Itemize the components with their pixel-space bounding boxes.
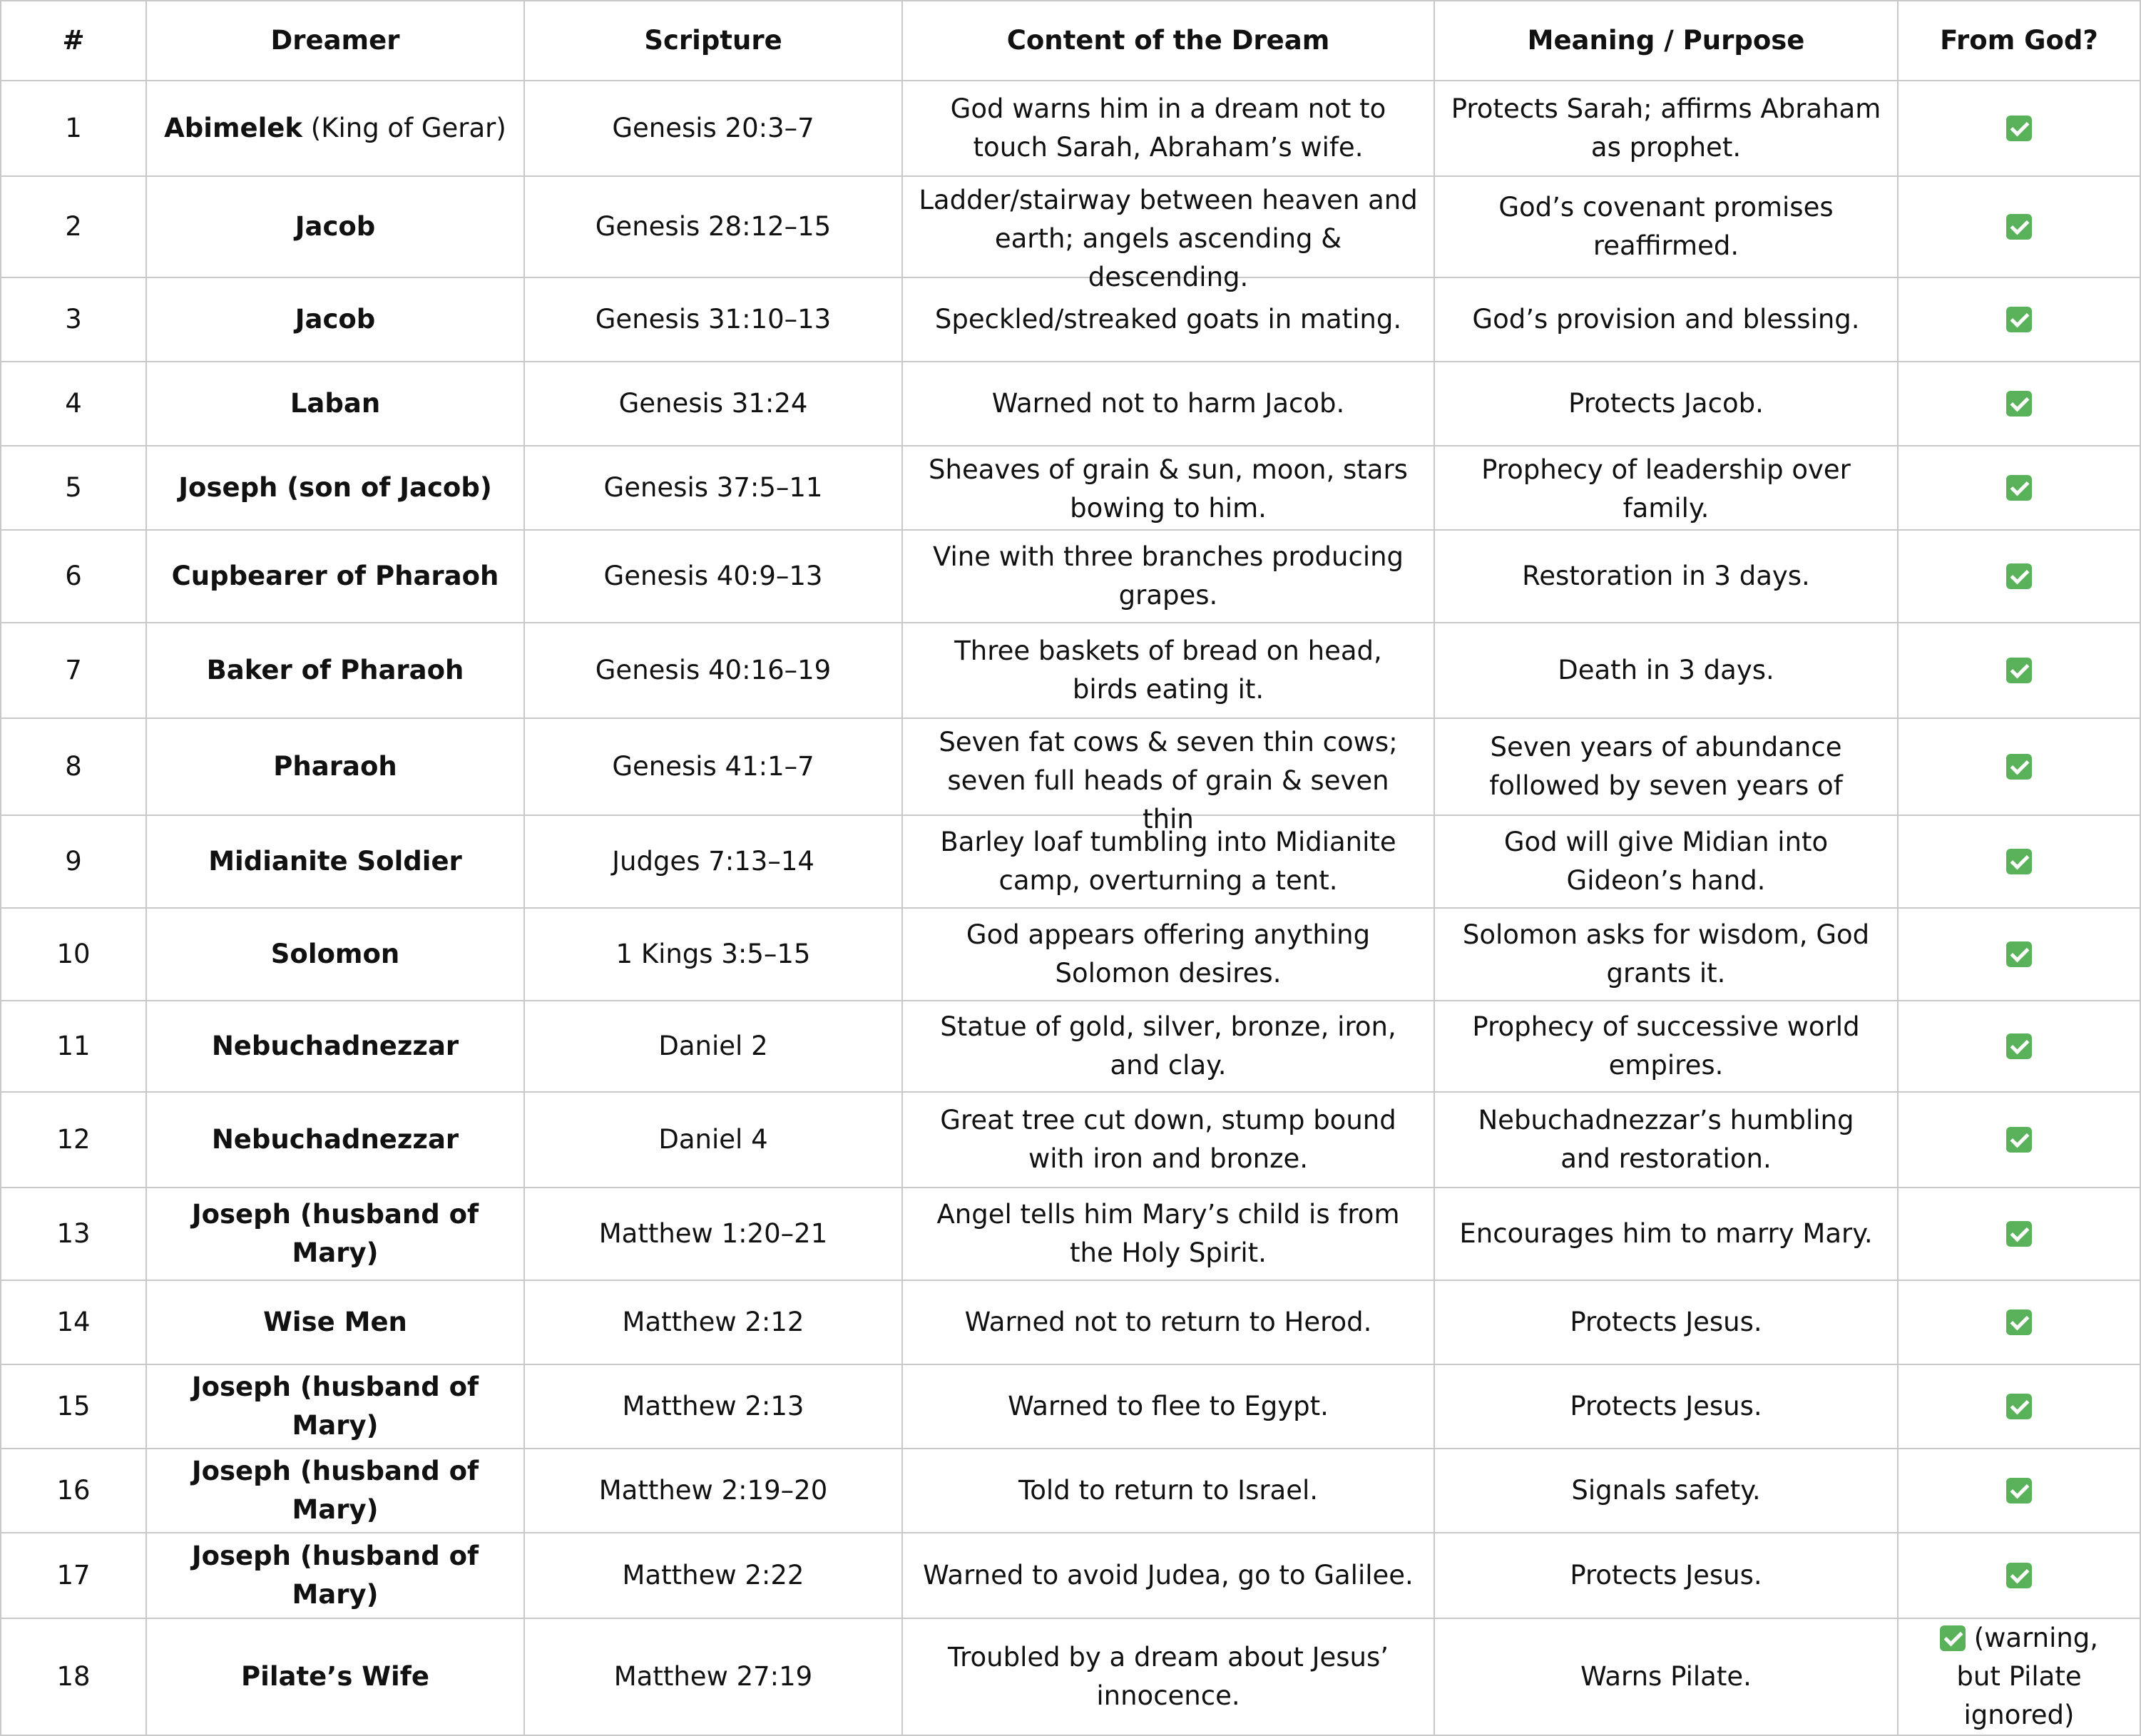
dreamer-name: Laban bbox=[290, 388, 381, 419]
scripture-cell bbox=[524, 446, 902, 530]
content-cell bbox=[902, 176, 1434, 292]
from-god-cell bbox=[1898, 815, 2140, 908]
content-cell bbox=[902, 1618, 1434, 1735]
dreamer-name: Wise Men bbox=[263, 1307, 407, 1337]
row-number-text: 8 bbox=[65, 751, 82, 782]
table-row bbox=[1, 718, 2140, 815]
dream-meaning: Protects Jacob. bbox=[1568, 388, 1764, 419]
row-number bbox=[1, 277, 146, 362]
check-icon bbox=[2006, 563, 2032, 589]
scripture-reference: Matthew 2:19–20 bbox=[598, 1475, 828, 1506]
dream-content: Told to return to Israel. bbox=[1018, 1475, 1319, 1506]
dream-content: God warns him in a dream not to touch Sarah, Abraham’s wife. bbox=[950, 93, 1386, 163]
table-row bbox=[1, 1364, 2140, 1449]
content-cell bbox=[902, 1280, 1434, 1364]
dreamer-name: Joseph (husband of Mary) bbox=[191, 1541, 479, 1610]
dream-content: Angel tells him Mary’s child is from the Holy Spirit. bbox=[936, 1199, 1400, 1268]
content-cell bbox=[902, 1533, 1434, 1618]
table-row bbox=[1, 1533, 2140, 1618]
header-content: Content of the Dream bbox=[902, 1, 1434, 81]
table-row bbox=[1, 446, 2140, 530]
scripture-cell bbox=[524, 718, 902, 815]
content-cell bbox=[902, 530, 1434, 623]
header-scripture: Scripture bbox=[524, 1, 902, 81]
scripture-cell bbox=[524, 1533, 902, 1618]
scripture-cell bbox=[524, 908, 902, 1001]
row-number bbox=[1, 530, 146, 623]
from-god-cell bbox=[1898, 81, 2140, 176]
check-icon bbox=[1940, 1625, 1966, 1651]
meaning-cell bbox=[1434, 623, 1898, 718]
content-cell bbox=[902, 81, 1434, 176]
scripture-reference: Matthew 2:13 bbox=[622, 1391, 804, 1421]
from-god-cell bbox=[1898, 530, 2140, 623]
content-cell bbox=[902, 362, 1434, 446]
dreamer-cell bbox=[146, 446, 524, 530]
row-number-text: 10 bbox=[56, 939, 91, 969]
check-icon bbox=[2006, 1478, 2032, 1503]
check-icon bbox=[2006, 116, 2032, 141]
check-icon bbox=[2006, 1563, 2032, 1588]
scripture-reference: Daniel 2 bbox=[658, 1031, 768, 1061]
dreamer-name: Solomon bbox=[270, 939, 400, 969]
row-number-text: 1 bbox=[65, 113, 82, 143]
check-icon bbox=[2006, 391, 2032, 417]
row-number-text: 6 bbox=[65, 561, 82, 591]
table-row bbox=[1, 1449, 2140, 1533]
check-icon bbox=[2006, 754, 2032, 780]
dream-meaning: Solomon asks for wisdom, God grants it. bbox=[1462, 919, 1870, 989]
from-god-cell bbox=[1898, 1618, 2140, 1735]
table-row bbox=[1, 362, 2140, 446]
scripture-reference: Genesis 40:9–13 bbox=[603, 561, 823, 591]
dream-content: Warned to flee to Egypt. bbox=[1008, 1391, 1329, 1421]
dreamer-name: Joseph (husband of Mary) bbox=[191, 1199, 479, 1268]
dreamer-cell bbox=[146, 1092, 524, 1188]
meaning-cell bbox=[1434, 718, 1898, 815]
scripture-reference: Daniel 4 bbox=[658, 1124, 768, 1155]
meaning-cell bbox=[1434, 908, 1898, 1001]
check-icon bbox=[2006, 1394, 2032, 1419]
row-number bbox=[1, 1001, 146, 1092]
row-number bbox=[1, 1188, 146, 1280]
dream-content: Vine with three branches producing grapes. bbox=[932, 541, 1404, 611]
dreamer-cell bbox=[146, 1364, 524, 1449]
dreamer-title: (King of Gerar) bbox=[302, 113, 506, 143]
dreamer-cell bbox=[146, 815, 524, 908]
row-number bbox=[1, 1533, 146, 1618]
row-number-text: 11 bbox=[56, 1031, 91, 1061]
scripture-cell bbox=[524, 1188, 902, 1280]
row-number-text: 18 bbox=[56, 1661, 91, 1692]
scripture-reference: Matthew 2:22 bbox=[622, 1560, 804, 1591]
check-icon bbox=[2006, 849, 2032, 874]
table-row bbox=[1, 81, 2140, 176]
scripture-cell bbox=[524, 1001, 902, 1092]
row-number bbox=[1, 1280, 146, 1364]
dream-meaning: Death in 3 days. bbox=[1558, 655, 1774, 685]
scripture-cell bbox=[524, 1092, 902, 1188]
content-cell bbox=[902, 718, 1434, 834]
content-cell bbox=[902, 446, 1434, 530]
dream-content: Warned not to return to Herod. bbox=[964, 1307, 1372, 1337]
row-number-text: 7 bbox=[65, 655, 82, 685]
scripture-cell bbox=[524, 530, 902, 623]
table-row bbox=[1, 1092, 2140, 1188]
check-icon bbox=[2006, 307, 2032, 332]
scripture-cell bbox=[524, 362, 902, 446]
dream-content: Barley loaf tumbling into Midianite camp, overturning a tent. bbox=[940, 827, 1396, 896]
meaning-cell bbox=[1434, 1092, 1898, 1188]
row-number-text: 16 bbox=[56, 1475, 91, 1506]
row-number bbox=[1, 81, 146, 176]
scripture-reference: Matthew 27:19 bbox=[613, 1661, 813, 1692]
scripture-reference: Genesis 20:3–7 bbox=[612, 113, 814, 143]
row-number-text: 14 bbox=[56, 1307, 91, 1337]
row-number-text: 4 bbox=[65, 388, 82, 419]
dream-content: Great tree cut down, stump bound with iron and bronze. bbox=[940, 1105, 1396, 1174]
dreamer-cell bbox=[146, 1188, 524, 1280]
scripture-reference: Matthew 1:20–21 bbox=[598, 1218, 828, 1249]
dreamer-name: Cupbearer of Pharaoh bbox=[171, 561, 499, 591]
from-god-cell bbox=[1898, 446, 2140, 530]
dream-meaning: God will give Midian into Gideon’s hand. bbox=[1503, 827, 1829, 896]
from-god-cell bbox=[1898, 718, 2140, 815]
check-icon bbox=[2006, 214, 2032, 240]
scripture-cell bbox=[524, 81, 902, 176]
dreamer-cell bbox=[146, 1280, 524, 1364]
dream-content: Three baskets of bread on head, birds eating it. bbox=[954, 635, 1382, 705]
dream-content: Seven fat cows & seven thin cows; seven full heads of grain & seven thin bbox=[939, 727, 1398, 834]
dream-content: Statue of gold, silver, bronze, iron, and clay. bbox=[940, 1011, 1396, 1081]
check-icon bbox=[2006, 1033, 2032, 1059]
header-row bbox=[1, 1, 2140, 81]
scripture-reference: 1 Kings 3:5–15 bbox=[615, 939, 811, 969]
table-row bbox=[1, 277, 2140, 362]
from-god-cell bbox=[1898, 1092, 2140, 1188]
scripture-reference: Genesis 31:24 bbox=[618, 388, 808, 419]
scripture-reference: Genesis 40:16–19 bbox=[595, 655, 832, 685]
scripture-cell bbox=[524, 815, 902, 908]
table-row bbox=[1, 908, 2140, 1001]
dreamer-name: Joseph (husband of Mary) bbox=[191, 1372, 479, 1441]
dream-meaning: God’s provision and blessing. bbox=[1472, 304, 1860, 335]
meaning-cell bbox=[1434, 530, 1898, 623]
scripture-reference: Judges 7:13–14 bbox=[612, 846, 814, 877]
table-row bbox=[1, 1618, 2140, 1735]
scripture-reference: Genesis 28:12–15 bbox=[595, 211, 832, 242]
table-header bbox=[1, 1, 2140, 81]
row-number bbox=[1, 362, 146, 446]
row-number bbox=[1, 176, 146, 277]
row-number bbox=[1, 718, 146, 815]
from-god-cell bbox=[1898, 176, 2140, 277]
dream-meaning: Restoration in 3 days. bbox=[1522, 561, 1810, 591]
content-cell bbox=[902, 1188, 1434, 1280]
dreamer-cell bbox=[146, 908, 524, 1001]
dreamer-name: Midianite Soldier bbox=[208, 846, 462, 877]
content-cell bbox=[902, 623, 1434, 718]
check-icon bbox=[2006, 658, 2032, 683]
from-god-cell bbox=[1898, 908, 2140, 1001]
check-icon bbox=[2006, 941, 2032, 967]
from-god-cell bbox=[1898, 1188, 2140, 1280]
dream-content: Troubled by a dream about Jesus’ innocence. bbox=[947, 1642, 1389, 1711]
from-god-cell bbox=[1898, 1280, 2140, 1364]
row-number-text: 9 bbox=[65, 846, 82, 877]
dreamer-name: Abimelek bbox=[164, 113, 302, 143]
scripture-cell bbox=[524, 1449, 902, 1533]
scripture-cell bbox=[524, 1618, 902, 1735]
dreamer-cell bbox=[146, 1618, 524, 1735]
dream-meaning: Protects Sarah; affirms Abraham as prophet. bbox=[1451, 93, 1881, 163]
dreamer-name: Jacob bbox=[295, 211, 376, 242]
dreamer-cell bbox=[146, 277, 524, 362]
content-cell bbox=[902, 1364, 1434, 1449]
scripture-cell bbox=[524, 277, 902, 362]
row-number bbox=[1, 1449, 146, 1533]
from-god-cell bbox=[1898, 277, 2140, 362]
dream-meaning: Nebuchadnezzar’s humbling and restoration. bbox=[1478, 1105, 1854, 1174]
dreamer-cell bbox=[146, 718, 524, 815]
check-icon bbox=[2006, 475, 2032, 501]
dream-meaning: Warns Pilate. bbox=[1580, 1661, 1752, 1692]
meaning-cell bbox=[1434, 446, 1898, 530]
header-meaning: Meaning / Purpose bbox=[1434, 1, 1898, 81]
content-cell bbox=[902, 1449, 1434, 1533]
dream-meaning: Signals safety. bbox=[1571, 1475, 1761, 1506]
meaning-cell bbox=[1434, 1618, 1898, 1735]
meaning-cell bbox=[1434, 277, 1898, 362]
header-number: # bbox=[1, 1, 146, 81]
from-god-cell bbox=[1898, 1364, 2140, 1449]
dream-meaning: Protects Jesus. bbox=[1570, 1391, 1762, 1421]
meaning-cell bbox=[1434, 1188, 1898, 1280]
row-number bbox=[1, 815, 146, 908]
content-cell bbox=[902, 1092, 1434, 1188]
meaning-cell bbox=[1434, 176, 1898, 277]
table-body bbox=[1, 81, 2140, 1735]
table-row bbox=[1, 1001, 2140, 1092]
table-row bbox=[1, 815, 2140, 908]
dreamer-cell bbox=[146, 1533, 524, 1618]
dreamer-name: Nebuchadnezzar bbox=[211, 1124, 459, 1155]
dream-meaning: Encourages him to marry Mary. bbox=[1459, 1218, 1873, 1249]
row-number-text: 5 bbox=[65, 472, 82, 503]
from-god-cell bbox=[1898, 1449, 2140, 1533]
from-god-cell bbox=[1898, 623, 2140, 718]
dream-meaning: Protects Jesus. bbox=[1570, 1560, 1762, 1591]
dreamer-cell bbox=[146, 362, 524, 446]
dreamer-name: Jacob bbox=[295, 304, 376, 335]
row-number bbox=[1, 623, 146, 718]
content-cell bbox=[902, 1001, 1434, 1092]
row-number-text: 3 bbox=[65, 304, 82, 335]
dreamer-cell bbox=[146, 623, 524, 718]
row-number bbox=[1, 446, 146, 530]
content-cell bbox=[902, 908, 1434, 1001]
meaning-cell bbox=[1434, 81, 1898, 176]
dreamer-cell bbox=[146, 176, 524, 277]
content-cell bbox=[902, 815, 1434, 908]
row-number-text: 13 bbox=[56, 1218, 91, 1249]
dream-content: Speckled/streaked goats in mating. bbox=[934, 304, 1402, 335]
dream-content: God appears offering anything Solomon desires. bbox=[966, 919, 1371, 989]
check-icon bbox=[2006, 1221, 2032, 1247]
dreamer-cell bbox=[146, 1001, 524, 1092]
row-number bbox=[1, 1092, 146, 1188]
dream-meaning: Prophecy of leadership over family. bbox=[1481, 454, 1851, 524]
table-row bbox=[1, 623, 2140, 718]
dreamer-cell bbox=[146, 1449, 524, 1533]
dreamer-name: Baker of Pharaoh bbox=[206, 655, 464, 685]
dreamer-name: Joseph (husband of Mary) bbox=[191, 1456, 479, 1525]
from-god-cell bbox=[1898, 1533, 2140, 1618]
dream-content: Sheaves of grain & sun, moon, stars bowing to him. bbox=[929, 454, 1408, 524]
meaning-cell bbox=[1434, 1533, 1898, 1618]
dream-content: Warned to avoid Judea, go to Galilee. bbox=[923, 1560, 1414, 1591]
header-from-god: From God? bbox=[1898, 1, 2140, 81]
dream-meaning: Seven years of abundance followed by seven years of bbox=[1489, 732, 1843, 801]
row-number-text: 2 bbox=[65, 211, 82, 242]
from-god-cell bbox=[1898, 1001, 2140, 1092]
dream-meaning: Prophecy of successive world empires. bbox=[1472, 1011, 1860, 1081]
scripture-cell bbox=[524, 1280, 902, 1364]
header-dreamer: Dreamer bbox=[146, 1, 524, 81]
meaning-cell bbox=[1434, 1001, 1898, 1092]
scripture-reference: Genesis 37:5–11 bbox=[603, 472, 823, 503]
meaning-cell bbox=[1434, 362, 1898, 446]
dreamer-name: Pharaoh bbox=[273, 751, 397, 782]
row-number-text: 12 bbox=[56, 1124, 91, 1155]
from-god-cell bbox=[1898, 362, 2140, 446]
row-number bbox=[1, 1618, 146, 1735]
scripture-reference: Genesis 41:1–7 bbox=[612, 751, 814, 782]
scripture-cell bbox=[524, 176, 902, 277]
row-number bbox=[1, 908, 146, 1001]
meaning-cell bbox=[1434, 1449, 1898, 1533]
dream-content: Warned not to harm Jacob. bbox=[991, 388, 1345, 419]
dreamer-cell bbox=[146, 530, 524, 623]
row-number-text: 15 bbox=[56, 1391, 91, 1421]
table-row bbox=[1, 1280, 2140, 1364]
table-row bbox=[1, 176, 2140, 277]
dream-meaning: God’s covenant promises reaffirmed. bbox=[1498, 192, 1834, 261]
dreamer-name: Joseph (son of Jacob) bbox=[178, 472, 492, 503]
dreamer-cell bbox=[146, 81, 524, 176]
table-row bbox=[1, 530, 2140, 623]
scripture-cell bbox=[524, 623, 902, 718]
meaning-cell bbox=[1434, 1280, 1898, 1364]
scripture-reference: Matthew 2:12 bbox=[622, 1307, 804, 1337]
scripture-reference: Genesis 31:10–13 bbox=[595, 304, 832, 335]
check-icon bbox=[2006, 1309, 2032, 1335]
scripture-cell bbox=[524, 1364, 902, 1449]
dreamer-name: Pilate’s Wife bbox=[241, 1661, 429, 1692]
dreamer-name: Nebuchadnezzar bbox=[211, 1031, 459, 1061]
row-number-text: 17 bbox=[56, 1560, 91, 1591]
table-row bbox=[1, 1188, 2140, 1280]
row-number bbox=[1, 1364, 146, 1449]
dream-content: Ladder/stairway between heaven and earth; angels ascending & descending. bbox=[919, 185, 1418, 292]
from-god-note: (warning, but Pilate ignored) bbox=[1956, 1623, 2099, 1730]
meaning-cell bbox=[1434, 1364, 1898, 1449]
check-icon bbox=[2006, 1127, 2032, 1153]
dream-meaning: Protects Jesus. bbox=[1570, 1307, 1762, 1337]
meaning-cell bbox=[1434, 815, 1898, 908]
